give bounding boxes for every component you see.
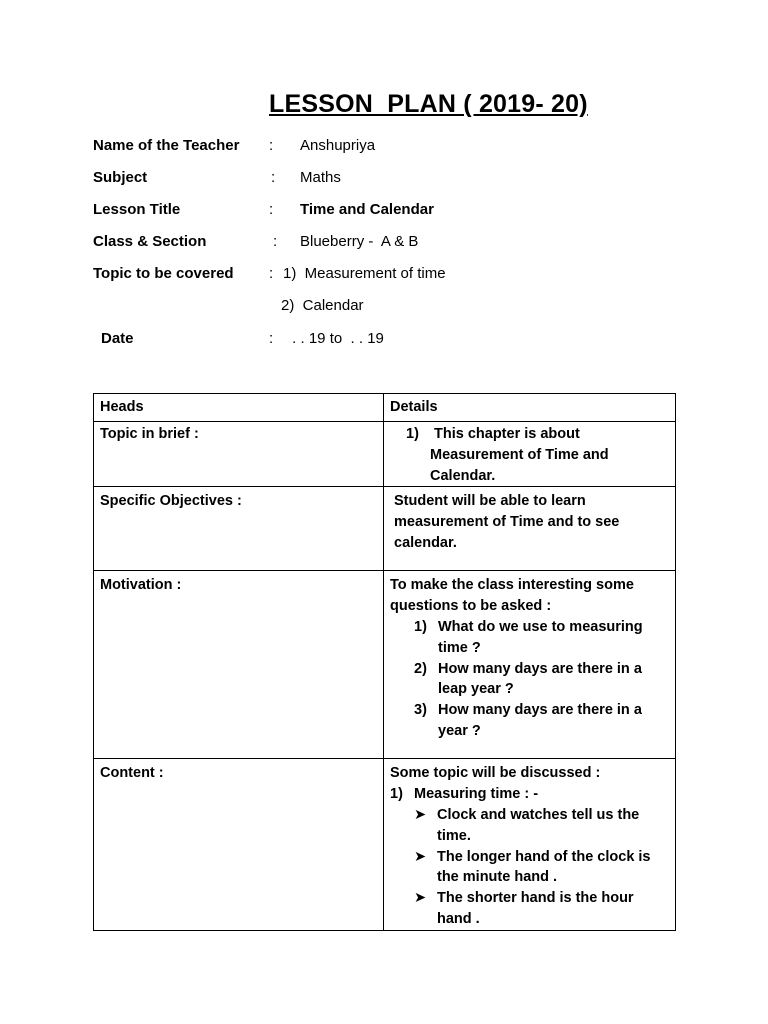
text-line: The longer hand of the clock is [437,848,651,865]
content-head: Content : [100,765,164,782]
table-header-row [94,394,676,422]
text-line: questions to be asked : [390,598,552,615]
objectives-head-cell [94,487,384,571]
table-row-topic-in-brief [94,422,676,487]
list-item [414,847,669,889]
objectives-detail-cell [384,487,676,571]
list-number: 1) [390,786,403,803]
teacher-label: Name of the Teacher [93,137,240,154]
subject-label: Subject [93,169,148,186]
arrow-bullet-icon: ➤ [414,806,427,823]
question-list [390,617,669,742]
subject-value: Maths [300,169,341,186]
objectives-head: Specific Objectives : [100,493,242,510]
motivation-head: Motivation : [100,577,182,594]
content-subtopic [390,784,669,805]
text-line: Student will be able to learn [394,493,586,510]
lesson-title-value: Time and Calendar [300,201,434,218]
date-value: . . 19 to . . 19 [288,330,384,347]
text-line: measurement of Time and to see [394,514,620,531]
motivation-detail-cell [384,571,676,759]
text-line: How many days are there in a [438,702,642,719]
motivation-head-cell [94,571,384,759]
details-header: Details [390,399,438,415]
topic-in-brief-detail-cell [384,422,676,487]
topic-in-brief-item [406,424,669,486]
teacher-value: Anshupriya [300,137,376,154]
text-line: the minute hand . [437,869,558,886]
list-number: 2) [414,660,427,677]
date-sep: : [269,330,274,347]
class-section-sep: : [273,233,278,250]
topic-label: Topic to be covered [93,265,234,282]
class-section-label: Class & Section [93,233,207,250]
text-line: hand . [437,910,480,927]
content-detail-cell [384,759,676,930]
class-section-value: Blueberry - A & B [300,233,419,250]
text-line: calendar. [394,534,457,551]
motivation-detail [384,571,675,741]
list-item [414,617,669,659]
page-title: LESSON PLAN ( 2019- 20) [269,90,588,118]
text-line: To make the class interesting some [390,577,634,594]
text-line: The shorter hand is the hour [437,890,634,907]
table-row-specific-objectives [94,487,676,571]
date-label: Date [101,330,134,347]
topic-item-2: 2) Calendar [281,297,364,314]
text-line: Measuring time : - [414,786,539,803]
teacher-sep: : [269,137,274,154]
lesson-title-label: Lesson Title [93,201,181,218]
text-line: What do we use to measuring [438,618,643,635]
details-header-cell [384,394,676,422]
topic-in-brief-head: Topic in brief : [100,426,199,442]
list-number: 1) [414,618,427,635]
table-row-content [94,759,676,930]
heads-header-cell [94,394,384,422]
text-line: year ? [438,722,481,739]
list-number: 3) [414,702,427,719]
content-head-cell [94,759,384,930]
list-item [414,700,669,742]
topic-sep: : [269,265,274,282]
text-line: Measurement of Time and [430,446,609,463]
text-line: This chapter is about [434,426,580,442]
topic-item-1: 1) Measurement of time [283,265,446,282]
list-item [414,659,669,701]
table-row-motivation [94,571,676,759]
subject-sep: : [271,169,276,186]
topic-in-brief-text [430,424,609,486]
lesson-title-sep: : [269,201,274,218]
objectives-detail [384,487,675,553]
text-line: Clock and watches tell us the [437,806,640,823]
text-line: Calendar. [430,467,496,484]
text-line: time. [437,827,471,844]
content-detail [384,759,675,929]
topic-in-brief-detail [384,422,675,486]
list-item [414,888,669,930]
bullet-list [390,805,669,930]
list-item [414,805,669,847]
text-line: time ? [438,639,481,656]
list-number: 1) [406,426,419,442]
text-line: leap year ? [438,681,514,698]
arrow-bullet-icon: ➤ [414,890,427,907]
arrow-bullet-icon: ➤ [414,848,427,865]
lesson-plan-table [93,393,676,931]
text-line: Some topic will be discussed : [390,765,601,782]
text-line: How many days are there in a [438,660,642,677]
topic-in-brief-head-cell [94,422,384,487]
heads-header: Heads [100,399,144,415]
